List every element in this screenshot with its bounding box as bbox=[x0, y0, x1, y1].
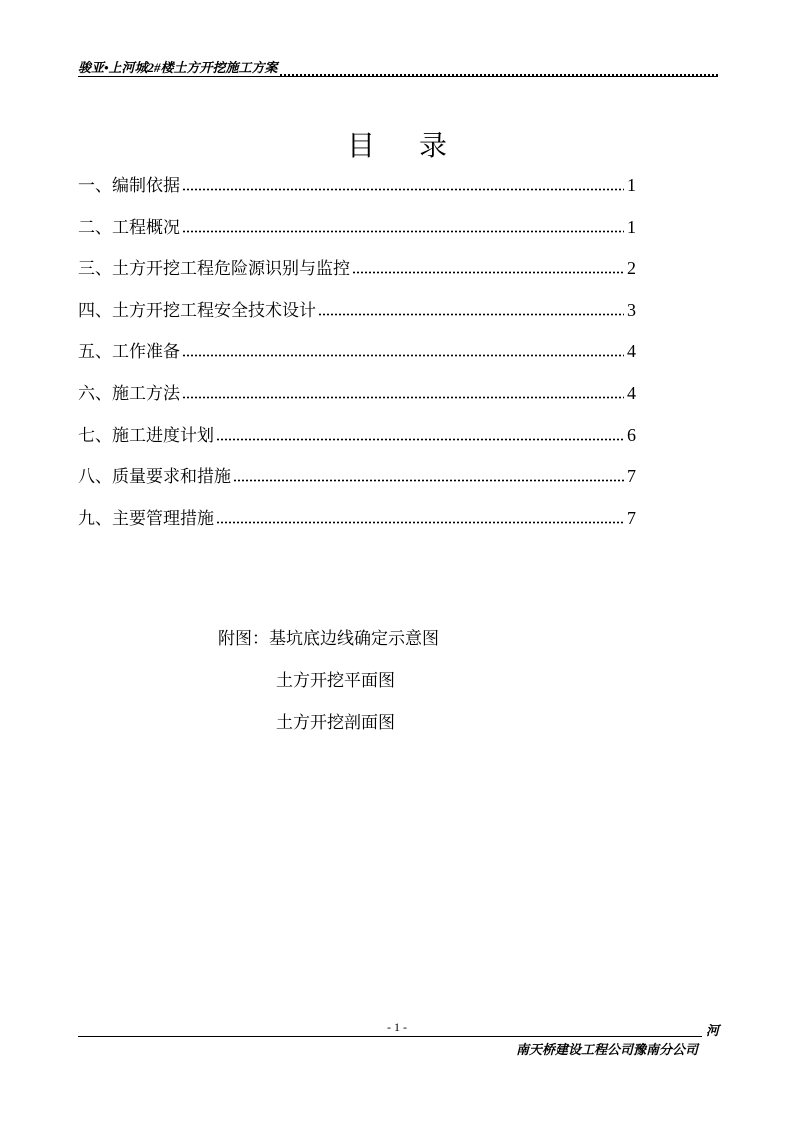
toc-entry-label: 二、工程概况 bbox=[78, 217, 180, 238]
header-rule bbox=[78, 76, 718, 77]
header-title: 骏亚•上河城2#楼土方开挖施工方案 bbox=[78, 60, 278, 75]
toc-entry-label: 四、土方开挖工程安全技术设计 bbox=[78, 300, 316, 321]
toc-entry-label: 五、工作准备 bbox=[78, 342, 180, 363]
toc-entry-page: 4 bbox=[627, 382, 636, 403]
toc-entry[interactable] bbox=[78, 502, 636, 529]
appendix-list bbox=[218, 625, 439, 751]
toc-entry-label: 一、编制依据 bbox=[78, 176, 180, 196]
toc-entry[interactable] bbox=[78, 460, 636, 487]
toc-entry[interactable] bbox=[78, 335, 636, 362]
appendix-item bbox=[218, 625, 439, 667]
appendix-item-label: 基坑底边线确定示意图 bbox=[269, 629, 439, 649]
toc-leader-dots bbox=[233, 479, 624, 482]
toc-entry-page: 7 bbox=[627, 466, 636, 487]
toc-leader-dots bbox=[216, 521, 624, 524]
toc-leader-dots bbox=[216, 438, 624, 441]
toc-entry-page: 2 bbox=[627, 258, 636, 279]
appendix-item bbox=[218, 667, 439, 709]
toc-entry-page: 1 bbox=[627, 175, 636, 195]
table-of-contents bbox=[78, 169, 636, 543]
header-dotted-rule bbox=[280, 58, 718, 76]
toc-entry-page: 7 bbox=[627, 507, 636, 528]
footer-rule bbox=[78, 1036, 702, 1037]
toc-entry[interactable] bbox=[78, 377, 636, 404]
toc-entry[interactable] bbox=[78, 294, 636, 321]
appendix-prefix: 附图： bbox=[218, 629, 269, 649]
footer-mark: 河 bbox=[706, 1023, 720, 1038]
toc-entry-label: 九、主要管理措施 bbox=[78, 508, 214, 529]
toc-leader-dots bbox=[182, 354, 624, 357]
toc-entry-label: 八、质量要求和措施 bbox=[78, 467, 231, 488]
toc-leader-dots bbox=[182, 188, 624, 191]
toc-entry[interactable] bbox=[78, 169, 636, 196]
toc-entry-page: 3 bbox=[627, 299, 636, 320]
page-number: - 1 - bbox=[387, 1020, 407, 1034]
document-title: 目录 bbox=[346, 129, 491, 162]
toc-entry[interactable] bbox=[78, 419, 636, 446]
toc-leader-dots bbox=[352, 271, 624, 274]
toc-entry-label: 三、土方开挖工程危险源识别与监控 bbox=[78, 259, 350, 280]
toc-entry-page: 1 bbox=[627, 216, 636, 237]
toc-leader-dots bbox=[318, 313, 624, 316]
appendix-item-label: 土方开挖剖面图 bbox=[276, 713, 395, 733]
toc-leader-dots bbox=[182, 396, 624, 399]
toc-entry[interactable] bbox=[78, 211, 636, 238]
toc-leader-dots bbox=[182, 230, 624, 233]
toc-entry-label: 七、施工进度计划 bbox=[78, 425, 214, 446]
toc-entry[interactable] bbox=[78, 252, 636, 279]
appendix-item bbox=[218, 709, 439, 751]
page-header bbox=[78, 54, 718, 76]
toc-entry-label: 六、施工方法 bbox=[78, 383, 180, 404]
footer-company: 南天桥建设工程公司豫南分公司 bbox=[515, 1042, 698, 1057]
toc-entry-page: 4 bbox=[627, 341, 636, 362]
appendix-item-label: 土方开挖平面图 bbox=[276, 671, 395, 691]
toc-entry-page: 6 bbox=[627, 424, 636, 445]
